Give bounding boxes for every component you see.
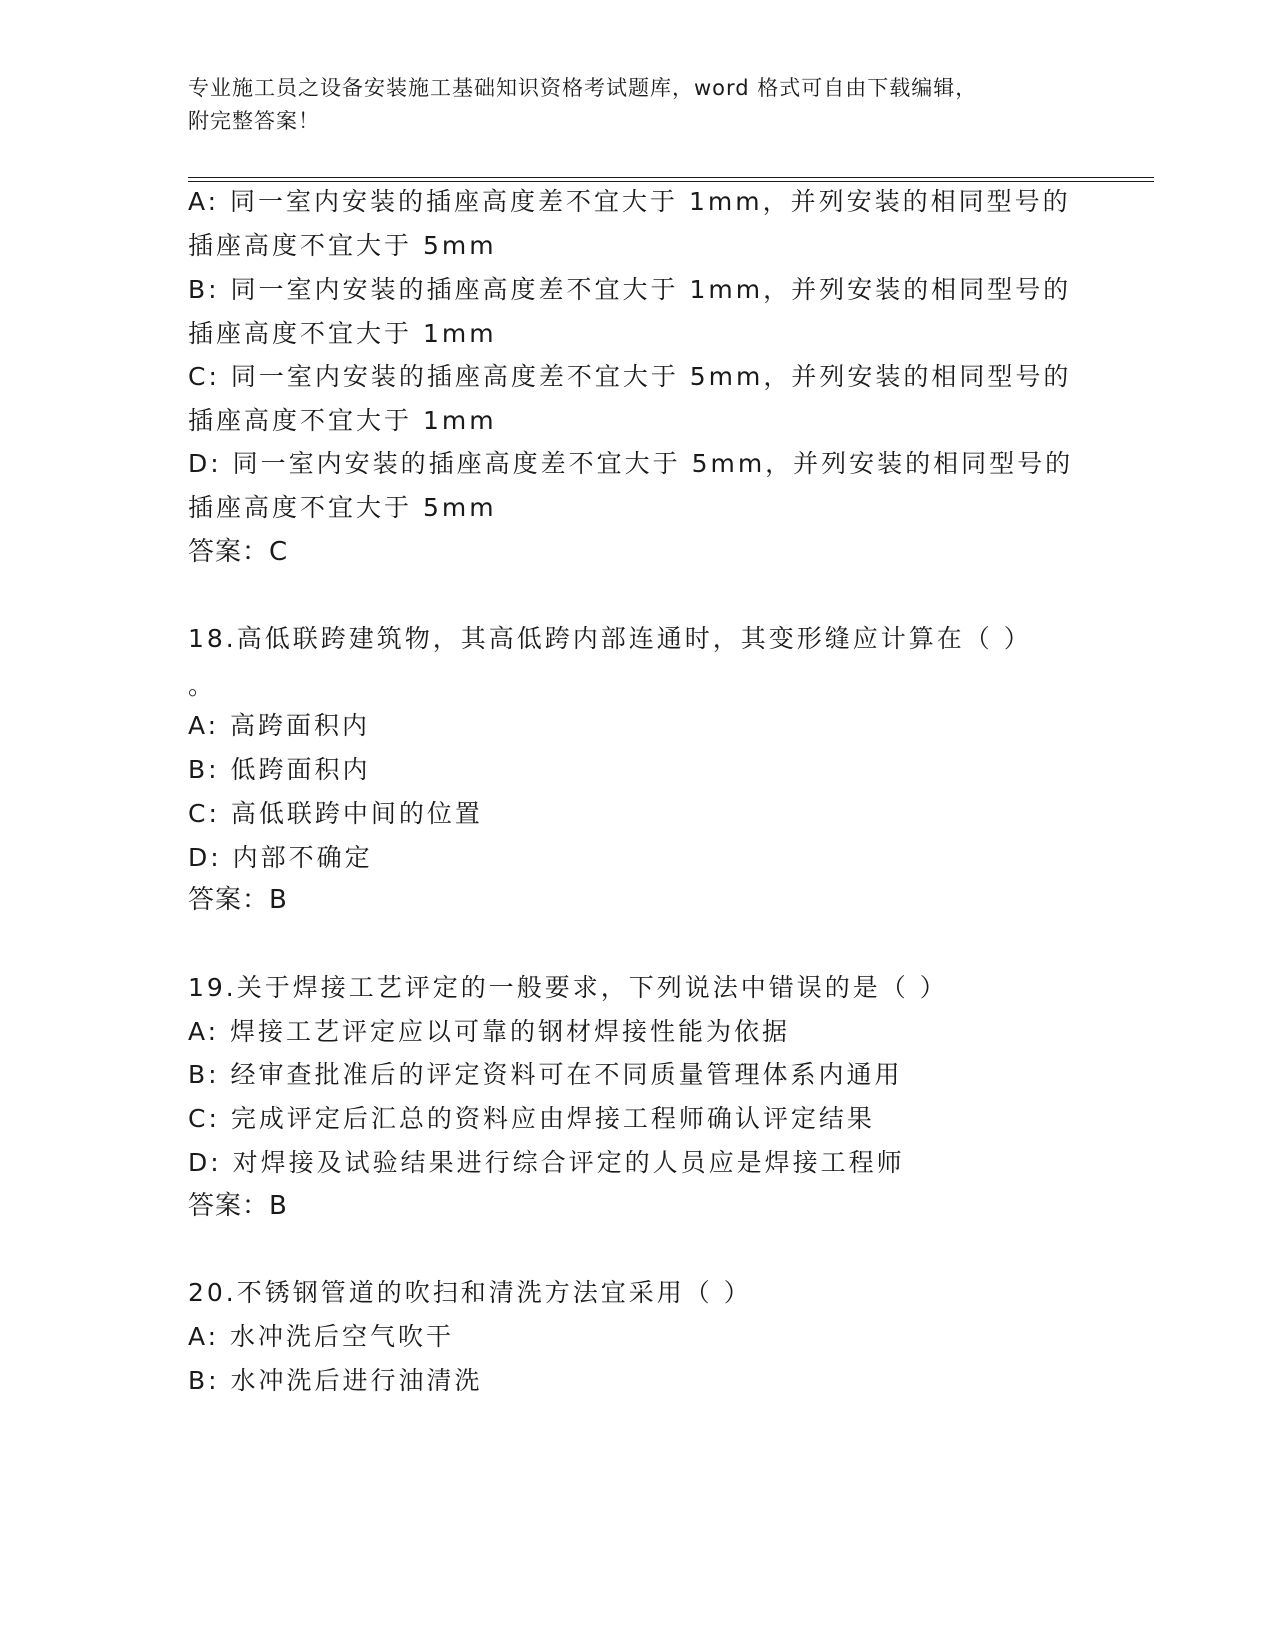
q19-option-a: A: 焊接工艺评定应以可靠的钢材焊接性能为依据 (188, 1017, 791, 1046)
header-line-1: 专业施工员之设备安装施工基础知识资格考试题库，word 格式可自由下载编辑， (188, 76, 978, 100)
q19-option-b: B: 经审查批准后的评定资料可在不同质量管理体系内通用 (188, 1060, 903, 1089)
q18-option-c: C: 高低联跨中间的位置 (188, 799, 483, 828)
q20-option-a: A: 水冲洗后空气吹干 (188, 1322, 455, 1351)
q17-option-b-line-1: B: 同一室内安装的插座高度差不宜大于 1mm，并列安装的相同型号的 (188, 275, 1072, 304)
document-header (188, 72, 1088, 138)
q20-option-b: B: 水冲洗后进行油清洗 (188, 1366, 483, 1395)
q17-option-c-line-2: 插座高度不宜大于 1mm (188, 406, 497, 435)
q19-answer: 答案：B (188, 1191, 288, 1221)
q17-option-a-line-1: A: 同一室内安装的插座高度差不宜大于 1mm，并列安装的相同型号的 (188, 187, 1071, 216)
q17-option-d-line-1: D: 同一室内安装的插座高度差不宜大于 5mm，并列安装的相同型号的 (188, 449, 1074, 478)
q19-option-d: D: 对焊接及试验结果进行综合评定的人员应是焊接工程师 (188, 1148, 905, 1177)
q18-option-d: D: 内部不确定 (188, 843, 373, 872)
q18-question-line-1: 18.高低联跨建筑物，其高低跨内部连通时，其变形缝应计算在（ ） (188, 624, 1032, 653)
q17-answer: 答案：C (188, 537, 289, 567)
q18-option-a: A: 高跨面积内 (188, 711, 371, 740)
q19-option-c: C: 完成评定后汇总的资料应由焊接工程师确认评定结果 (188, 1104, 875, 1133)
header-line-2: 附完整答案！ (188, 109, 320, 133)
q20-question: 20.不锈钢管道的吹扫和清洗方法宜采用（ ） (188, 1278, 752, 1307)
q19-question: 19.关于焊接工艺评定的一般要求，下列说法中错误的是（ ） (188, 973, 948, 1002)
q17-option-a-line-2: 插座高度不宜大于 5mm (188, 231, 497, 260)
q17-option-c-line-1: C: 同一室内安装的插座高度差不宜大于 5mm，并列安装的相同型号的 (188, 362, 1072, 391)
q17-option-b-line-2: 插座高度不宜大于 1mm (188, 319, 497, 348)
q17-option-d-line-2: 插座高度不宜大于 5mm (188, 493, 497, 522)
q18-answer: 答案：B (188, 885, 288, 915)
q18-option-b: B: 低跨面积内 (188, 755, 371, 784)
q18-question-line-2: 。 (188, 671, 217, 700)
